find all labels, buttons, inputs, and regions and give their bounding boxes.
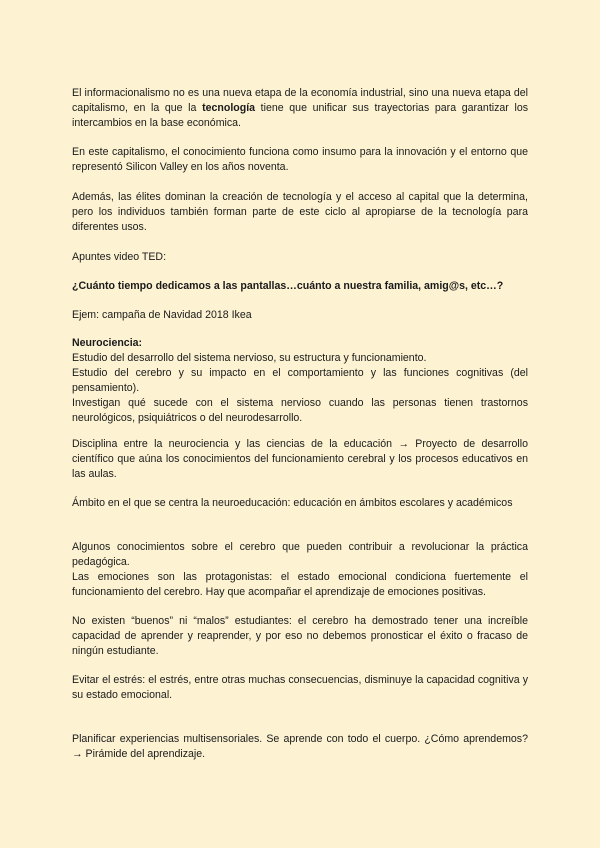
neurociencia-heading: Neurociencia: bbox=[72, 337, 143, 349]
paragraph-ikea: Ejem: campaña de Navidad 2018 Ikea bbox=[72, 309, 252, 321]
paragraph-estudiantes: No existen “buenos” ni “malos” estudiantes: el cerebro ha demostrado tener una increíble capacidad de aprender y reaprender, y por eso no debemos pronosticar el éxito o fracaso de ningún estudiante. bbox=[72, 615, 528, 657]
conocimientos-line-2: Las emociones son las protagonistas: el estado emocional condiciona fuertemente el funcionamiento del cerebro. Hay que acompañar el aprendizaje de emociones positivas. bbox=[72, 571, 528, 598]
p1-text-before: El informacionalismo no es una nueva etapa de la economía industrial, sino una nueva etapa del capitalismo, en la que la bbox=[72, 87, 528, 114]
paragraph-apuntes-ted: Apuntes video TED: bbox=[72, 251, 167, 263]
paragraph-ambito: Ámbito en el que se centra la neuroeducación: educación en ámbitos escolares y académicos bbox=[72, 497, 513, 509]
neurociencia-line-3: Investigan qué sucede con el sistema nervioso cuando las personas tienen trastornos neurológicos, psiquiátricos o del neurodesarrollo. bbox=[72, 397, 528, 424]
paragraph-multisensoriales: Planificar experiencias multisensoriales. Se aprende con todo el cuerpo. ¿Cómo aprendemos? → Pirámide del aprendizaje. bbox=[72, 733, 528, 760]
paragraph-conocimientos bbox=[72, 540, 528, 600]
paragraph-elites: Además, las élites dominan la creación de tecnología y el acceso al capital que la determina, pero los individuos también forman parte de este ciclo al apropiarse de la tecnología para diferentes usos. bbox=[72, 191, 528, 233]
p1-bold-term: tecnología bbox=[202, 102, 256, 114]
neurociencia-line-2: Estudio del cerebro y su impacto en el comportamiento y las funciones cognitivas (del pensamiento). bbox=[72, 367, 528, 394]
paragraph-estres: Evitar el estrés: el estrés, entre otras muchas consecuencias, disminuye la capacidad cognitiva y su estado emocional. bbox=[72, 674, 528, 701]
neurociencia-line-1: Estudio del desarrollo del sistema nervioso, su estructura y funcionamiento. bbox=[72, 352, 427, 364]
paragraph-informacionalismo bbox=[72, 86, 528, 131]
section-neurociencia bbox=[72, 336, 528, 426]
p1-text-after: tiene que unificar sus trayectorias para garantizar los intercambios en la base económica. bbox=[72, 102, 529, 129]
question-pantallas: ¿Cuánto tiempo dedicamos a las pantallas…cuánto a nuestra familia, amig@s, etc…? bbox=[72, 280, 504, 292]
conocimientos-line-1: Algunos conocimientos sobre el cerebro que pueden contribuir a revolucionar la práctica pedagógica. bbox=[72, 541, 528, 568]
paragraph-capitalismo: En este capitalismo, el conocimiento funciona como insumo para la innovación y el entorno que representó Silicon Valley en los años noventa. bbox=[72, 146, 528, 173]
paragraph-disciplina: Disciplina entre la neurociencia y las ciencias de la educación → Proyecto de desarrollo científico que aúna los conocimientos del funcionamiento cerebral y los procesos educativos en las aulas. bbox=[72, 438, 528, 480]
